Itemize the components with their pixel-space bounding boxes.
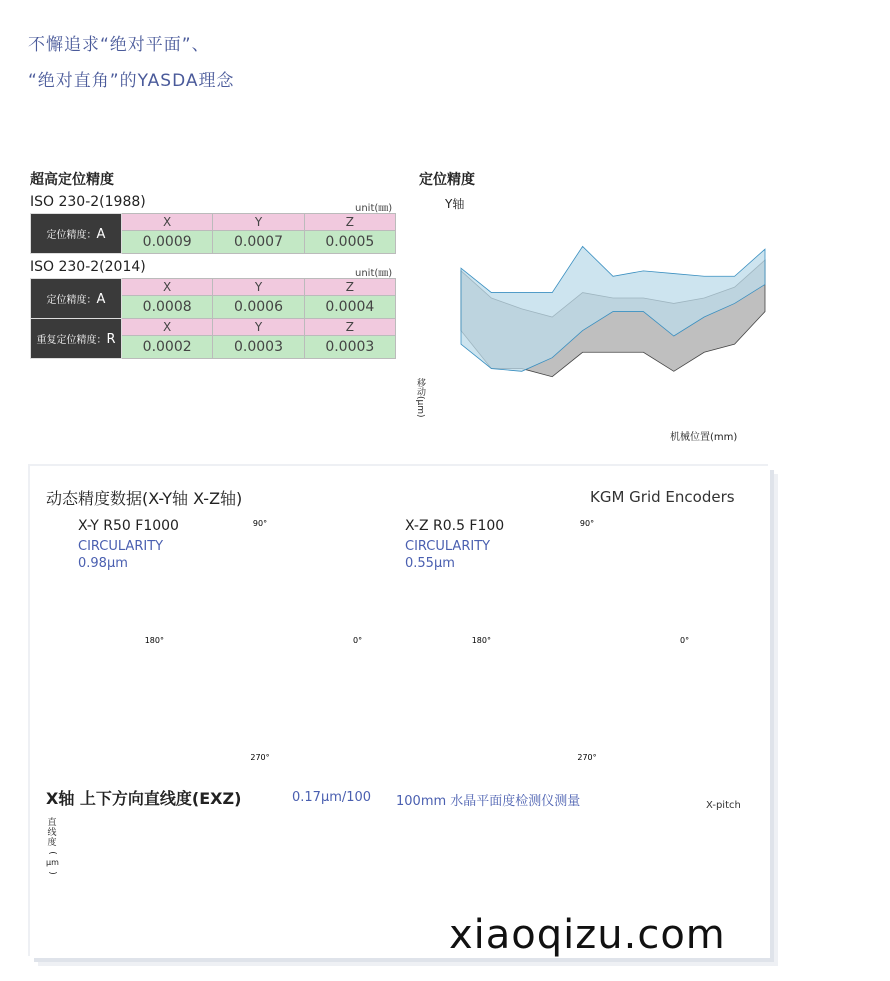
angle-0: 0° xyxy=(353,636,363,645)
dynamic-accuracy-panel xyxy=(30,466,770,958)
row-label-a: 定位精度：A xyxy=(31,279,122,319)
unit-label-2: unit(㎜) xyxy=(355,268,393,279)
chart-xlabel: 机械位置(mm) xyxy=(670,432,738,443)
value-z: 0.0005 xyxy=(304,231,395,254)
value-x: 0.0009 xyxy=(122,231,213,254)
accuracy-table-2014 xyxy=(30,278,396,359)
dynamic-title: 动态精度数据(X-Y轴 X-Z轴) xyxy=(46,489,243,508)
circle-2-value: 0.55μm xyxy=(405,556,455,571)
encoder-label: KGM Grid Encoders xyxy=(590,488,735,506)
axis-x: X xyxy=(122,319,213,336)
axis-y: Y xyxy=(213,279,304,296)
value-x: 0.0002 xyxy=(122,336,213,359)
value-y: 0.0003 xyxy=(213,336,304,359)
axis-x: X xyxy=(122,279,213,296)
straightness-title: X轴 上下方向直线度(EXZ) xyxy=(46,789,242,808)
axis-y: Y xyxy=(213,319,304,336)
axis-z: Z xyxy=(304,319,395,336)
straightness-ylabel: 直 线 度 ( μm ) xyxy=(46,818,59,875)
circle-1-name: X-Y R50 F1000 xyxy=(78,518,179,534)
circularity-plot-xy xyxy=(144,516,370,764)
angle-270: 270° xyxy=(250,753,270,762)
chart-title: 定位精度 xyxy=(419,172,475,188)
straightness-spec: 0.17μm/100 xyxy=(292,790,372,805)
straightness-method: 100mm 水晶平面度检测仪测量 xyxy=(396,794,581,809)
angle-180: 180° xyxy=(471,636,491,645)
axis-z: Z xyxy=(304,279,395,296)
row-label-r: 重复定位精度：R xyxy=(31,319,122,359)
angle-0: 0° xyxy=(680,636,690,645)
chart-ylabel-vertical: 移动(μm) xyxy=(415,378,425,418)
iso-1988-label: ISO 230-2(1988) xyxy=(30,194,146,210)
positioning-chart xyxy=(410,210,780,450)
chart-series-label: Y轴 xyxy=(445,197,465,211)
axis-y: Y xyxy=(213,214,304,231)
angle-90: 90° xyxy=(252,519,268,528)
pitch-label: X-pitch xyxy=(706,800,741,811)
axis-x: X xyxy=(122,214,213,231)
value-z: 0.0004 xyxy=(304,296,395,319)
unit-label-1: unit(㎜) xyxy=(355,203,393,214)
circle-1-label: CIRCULARITY xyxy=(78,539,164,554)
row-label-a: 定位精度：A xyxy=(31,214,122,254)
headline-line-1: 不懈追求“绝对平面”、 xyxy=(28,35,210,55)
iso-2014-label: ISO 230-2(2014) xyxy=(30,259,146,275)
headline-line-2: “绝对直角”的YASDA理念 xyxy=(28,71,235,91)
circle-1-value: 0.98μm xyxy=(78,556,128,571)
accuracy-table-1988 xyxy=(30,213,396,254)
value-x: 0.0008 xyxy=(122,296,213,319)
circularity-plot-xz xyxy=(471,516,697,764)
angle-270: 270° xyxy=(577,753,597,762)
circle-2-name: X-Z R0.5 F100 xyxy=(405,518,505,534)
angle-180: 180° xyxy=(144,636,164,645)
watermark: xiaoqizu.com xyxy=(445,912,730,958)
axis-z: Z xyxy=(304,214,395,231)
circle-2-label: CIRCULARITY xyxy=(405,539,491,554)
value-y: 0.0006 xyxy=(213,296,304,319)
angle-90: 90° xyxy=(579,519,595,528)
accuracy-title: 超高定位精度 xyxy=(30,172,114,188)
value-z: 0.0003 xyxy=(304,336,395,359)
value-y: 0.0007 xyxy=(213,231,304,254)
